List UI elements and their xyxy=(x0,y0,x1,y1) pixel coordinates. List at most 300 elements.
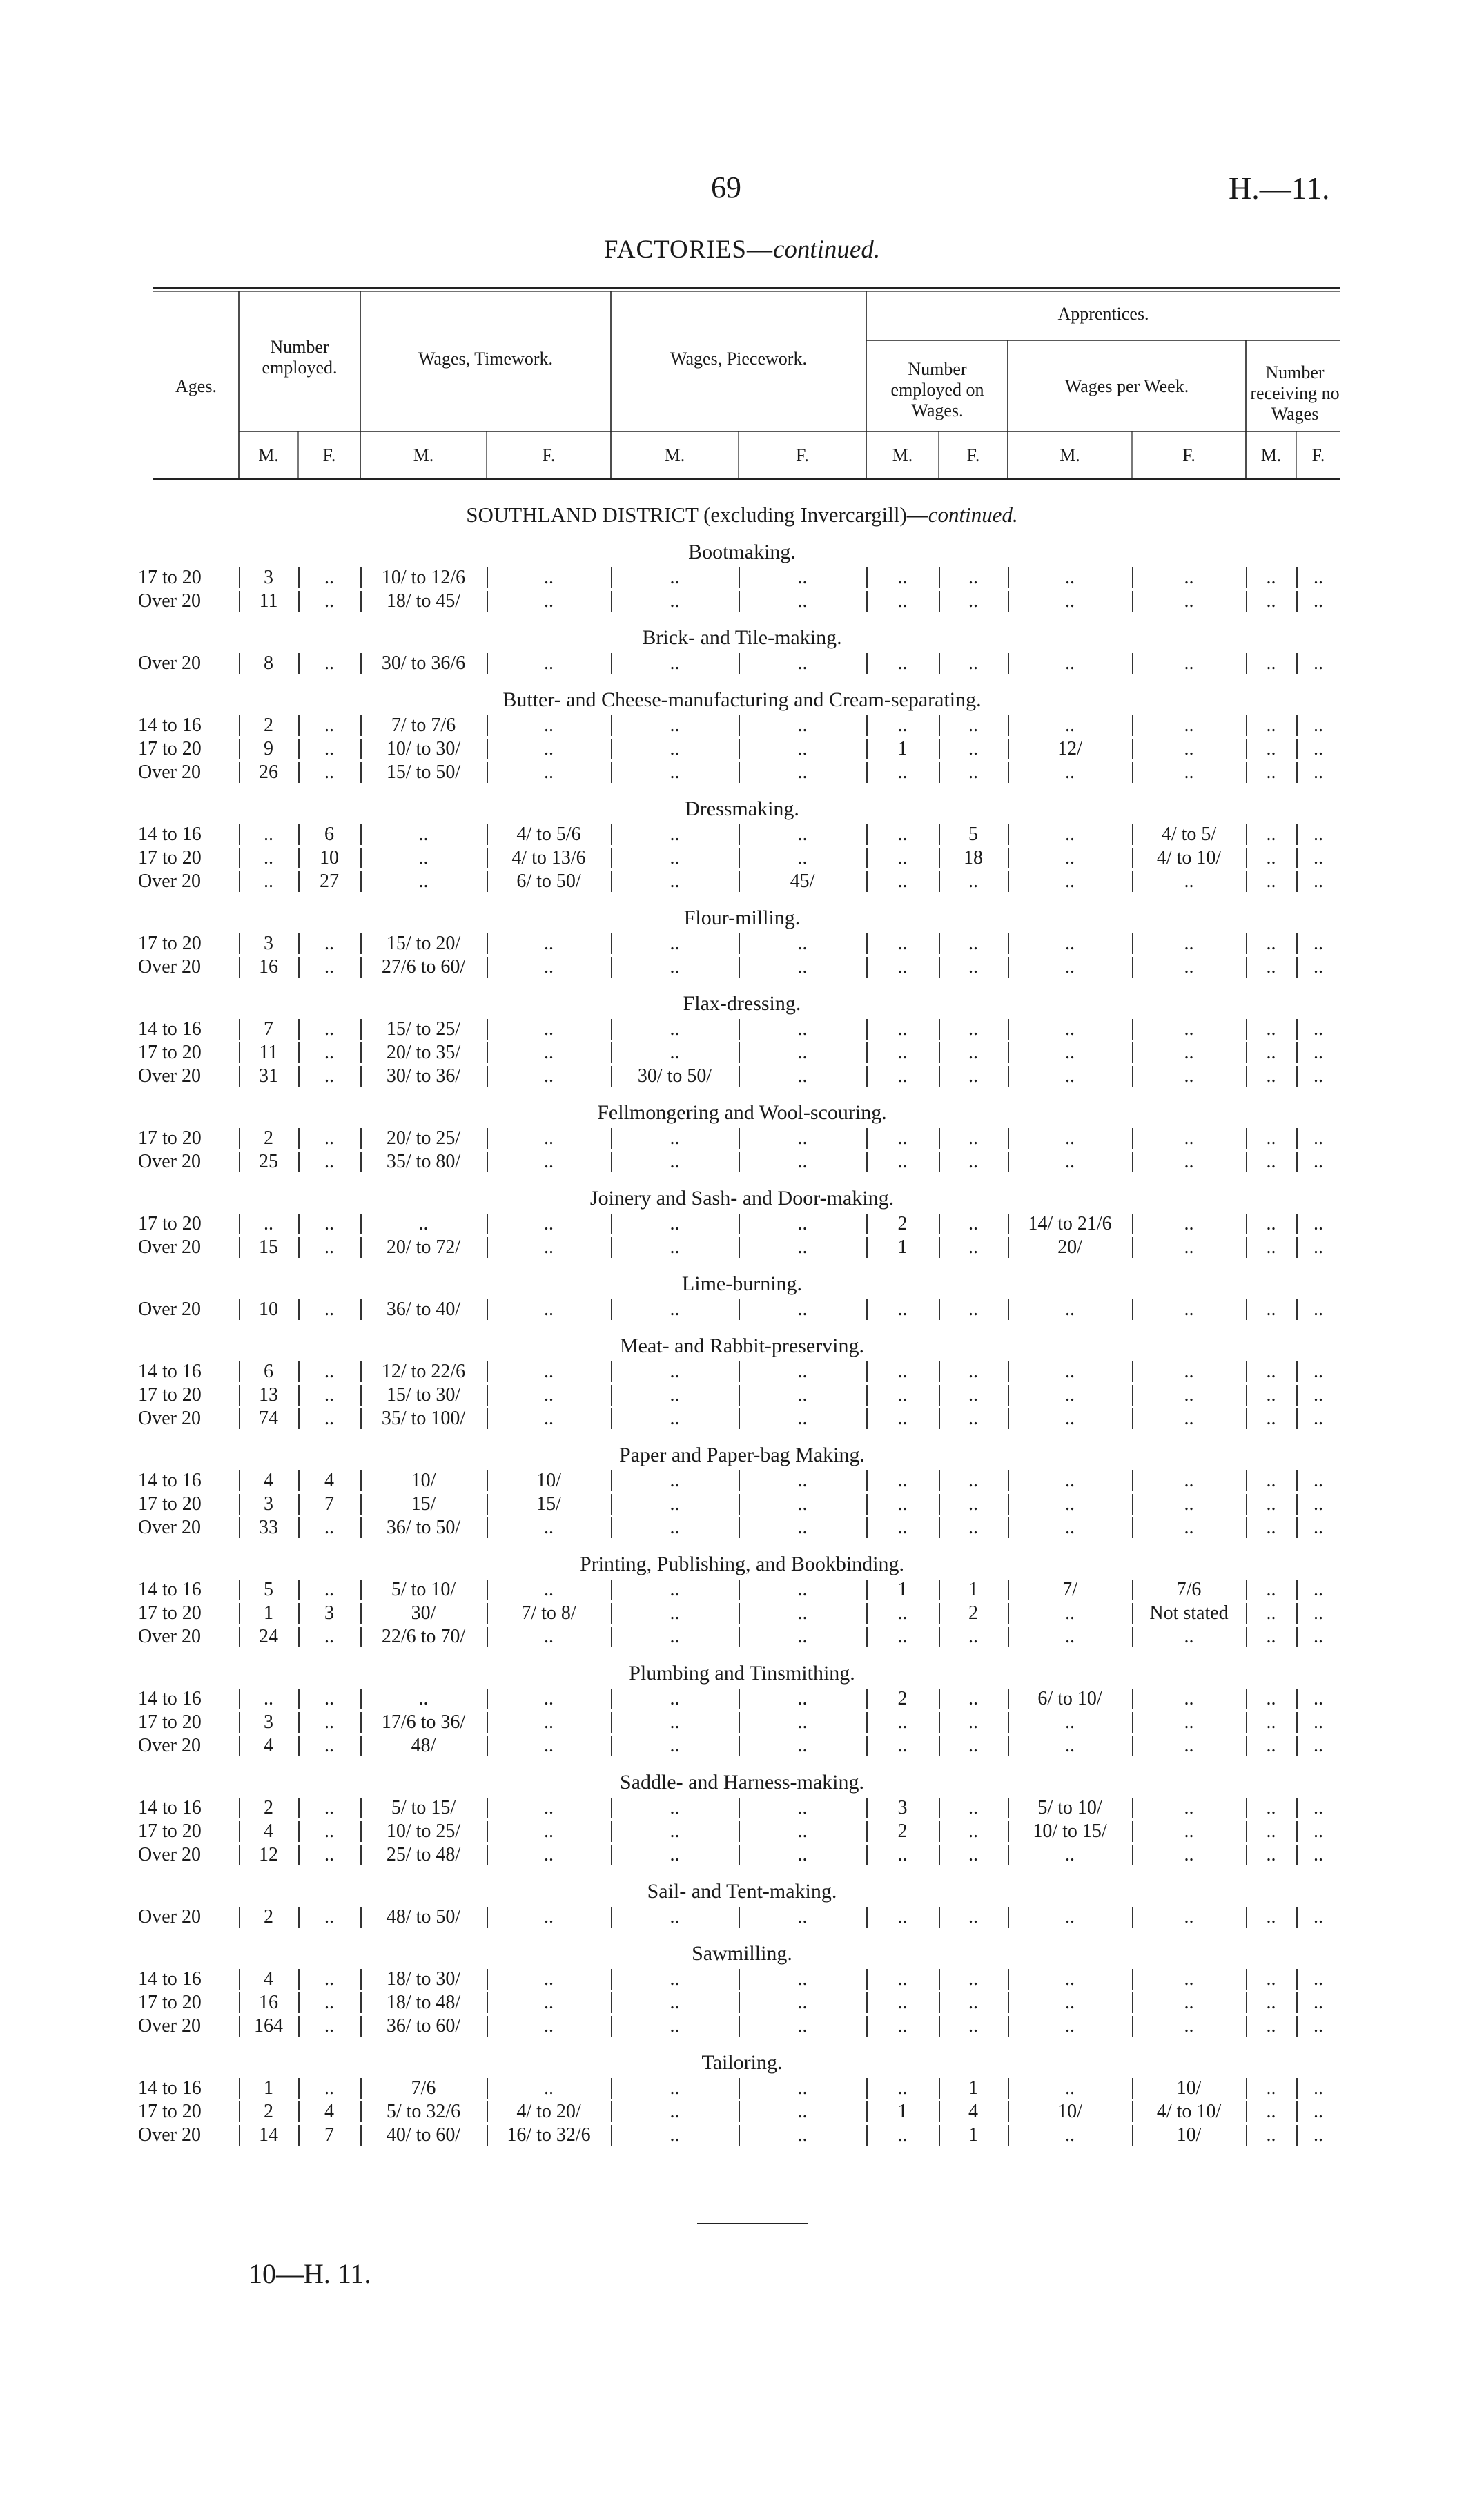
column-rule xyxy=(239,739,240,759)
table-row xyxy=(0,1711,1484,1734)
cell-emp-m: 24 xyxy=(259,1626,278,1647)
column-rule xyxy=(1008,2125,1009,2146)
column-rule xyxy=(1008,1019,1009,1040)
cell-app-wage-m: .. xyxy=(1065,1517,1075,1538)
cell-app-nowage-f: .. xyxy=(1314,1906,1323,1928)
cell-app-wage-f: .. xyxy=(1184,1517,1194,1538)
column-rule xyxy=(487,2125,488,2146)
column-rule xyxy=(1296,715,1298,736)
cell-app-emp-m: .. xyxy=(897,1735,908,1756)
column-rule xyxy=(487,2016,488,2037)
cell-app-wage-m: .. xyxy=(1065,1906,1075,1928)
cell-app-wage-m: .. xyxy=(1065,715,1075,736)
category-block xyxy=(0,904,1484,990)
cell-age: 17 to 20 xyxy=(138,1821,202,1842)
column-rule xyxy=(1132,1969,1133,1990)
header-app-nowage-f: F. xyxy=(1311,445,1325,465)
cell-emp-m: 4 xyxy=(264,1968,273,1990)
cell-piece-m: .. xyxy=(670,1470,680,1491)
cell-piece-m: .. xyxy=(670,1151,680,1172)
column-rule xyxy=(298,2078,300,2099)
cell-app-nowage-m: .. xyxy=(1266,1236,1276,1258)
cell-emp-f: .. xyxy=(324,1018,334,1040)
column-rule xyxy=(360,824,362,845)
cell-piece-f: .. xyxy=(797,2124,808,2146)
category-gap xyxy=(0,1540,1484,1551)
category-block xyxy=(0,1551,1484,1660)
cell-app-wage-f: .. xyxy=(1184,2015,1194,2037)
cell-app-wage-f: .. xyxy=(1184,1470,1194,1491)
column-rule xyxy=(611,1385,612,1406)
column-rule xyxy=(1132,1736,1133,1756)
cell-app-wage-f: .. xyxy=(1184,871,1194,892)
category-block xyxy=(0,1270,1484,1332)
cell-app-wage-m: 12/ xyxy=(1057,738,1082,759)
cell-app-nowage-f: .. xyxy=(1314,2124,1323,2146)
cell-piece-m: .. xyxy=(670,567,680,588)
column-rule xyxy=(611,2016,612,2037)
cell-piece-m: .. xyxy=(670,2101,680,2122)
cell-time-m: 27/6 to 60/ xyxy=(381,956,466,978)
column-rule xyxy=(866,1712,868,1733)
cell-app-wage-f: 4/ to 5/ xyxy=(1161,824,1217,845)
column-rule xyxy=(739,1736,740,1756)
cell-age: Over 20 xyxy=(138,1626,201,1647)
cell-age: Over 20 xyxy=(138,1735,201,1756)
column-rule xyxy=(298,762,300,783)
cell-app-emp-f: .. xyxy=(968,1408,978,1429)
cell-app-nowage-m: .. xyxy=(1266,847,1276,868)
column-rule xyxy=(487,824,488,845)
column-rule xyxy=(739,567,740,588)
cell-app-emp-f: .. xyxy=(968,1018,978,1040)
column-rule xyxy=(1246,1066,1247,1087)
cell-time-f: .. xyxy=(544,1151,554,1172)
column-rule xyxy=(1008,1470,1009,1491)
cell-time-f: .. xyxy=(544,1992,554,2013)
cell-time-f: 16/ to 32/6 xyxy=(507,2124,591,2146)
cell-time-f: 15/ xyxy=(536,1493,561,1515)
column-rule xyxy=(739,1689,740,1709)
column-rule xyxy=(739,1237,740,1258)
cell-age: Over 20 xyxy=(138,1299,201,1320)
category-block xyxy=(0,1099,1484,1185)
column-rule xyxy=(1246,1470,1247,1491)
cell-time-m: 15/ to 20/ xyxy=(386,933,461,954)
cell-emp-f: .. xyxy=(324,761,334,783)
cell-app-wage-f: .. xyxy=(1184,1384,1194,1406)
cell-time-m: 35/ to 100/ xyxy=(381,1408,466,1429)
column-rule xyxy=(239,1385,240,1406)
cell-time-f: .. xyxy=(544,1797,554,1818)
column-rule xyxy=(866,2078,868,2099)
cell-app-wage-m: .. xyxy=(1065,1299,1075,1320)
cell-emp-f: 6 xyxy=(324,824,334,845)
column-rule xyxy=(939,1736,940,1756)
column-rule xyxy=(1296,1299,1298,1320)
column-rule xyxy=(866,1689,868,1709)
cell-app-wage-m: .. xyxy=(1065,1968,1075,1990)
column-rule xyxy=(487,1821,488,1842)
cell-piece-f: .. xyxy=(797,847,808,868)
cell-emp-m: 16 xyxy=(259,956,278,978)
cell-app-nowage-f: .. xyxy=(1314,1361,1323,1382)
cell-app-wage-f: .. xyxy=(1184,1065,1194,1087)
column-rule xyxy=(487,762,488,783)
cell-time-f: .. xyxy=(544,1906,554,1928)
cell-app-emp-f: .. xyxy=(968,1384,978,1406)
column-rule xyxy=(739,824,740,845)
cell-app-wage-f: .. xyxy=(1184,1968,1194,1990)
cell-time-m: 5/ to 10/ xyxy=(391,1579,456,1600)
category-block xyxy=(0,2049,1484,2158)
column-rule xyxy=(1296,1992,1298,2013)
column-rule xyxy=(939,762,940,783)
cell-emp-m: 3 xyxy=(264,933,273,954)
table-row xyxy=(0,1384,1484,1407)
category-title: Tailoring. xyxy=(701,2051,783,2074)
column-rule xyxy=(611,1969,612,1990)
cell-piece-m: .. xyxy=(670,1968,680,1990)
column-rule xyxy=(487,1969,488,1990)
cell-emp-m: 13 xyxy=(259,1384,278,1406)
cell-app-nowage-f: .. xyxy=(1314,847,1323,868)
column-rule xyxy=(298,653,300,674)
column-rule xyxy=(360,933,362,954)
column-rule xyxy=(1296,1019,1298,1040)
category-block xyxy=(0,990,1484,1099)
column-rule xyxy=(239,1042,240,1063)
column-rule xyxy=(239,567,240,588)
cell-app-nowage-f: .. xyxy=(1314,1821,1323,1842)
column-rule xyxy=(360,1580,362,1600)
column-rule xyxy=(939,1712,940,1733)
cell-app-wage-f: .. xyxy=(1184,567,1194,588)
column-rule xyxy=(1008,1237,1009,1258)
cell-age: 14 to 16 xyxy=(138,715,202,736)
cell-emp-f: .. xyxy=(324,1992,334,2013)
cell-app-emp-m: .. xyxy=(897,933,908,954)
column-rule xyxy=(1008,1992,1009,2013)
cell-piece-f: .. xyxy=(797,1018,808,1040)
column-rule xyxy=(239,2016,240,2037)
column-rule xyxy=(239,2078,240,2099)
column-rule xyxy=(1008,2016,1009,2037)
column-rule xyxy=(1296,1066,1298,1087)
column-rule xyxy=(360,2125,362,2146)
column-rule xyxy=(866,2125,868,2146)
column-rule xyxy=(866,824,868,845)
column-rule xyxy=(239,715,240,736)
cell-time-m: 22/6 to 70/ xyxy=(381,1626,466,1647)
cell-app-nowage-m: .. xyxy=(1266,1688,1276,1709)
cell-app-emp-m: .. xyxy=(897,847,908,868)
cell-app-nowage-m: .. xyxy=(1266,956,1276,978)
column-rule xyxy=(939,1237,940,1258)
cell-time-m: .. xyxy=(418,1688,429,1709)
column-rule xyxy=(360,1992,362,2013)
cell-piece-f: .. xyxy=(797,1384,808,1406)
column-rule xyxy=(298,1821,300,1842)
cell-age: 17 to 20 xyxy=(138,1127,202,1149)
cell-app-emp-m: .. xyxy=(897,1361,908,1382)
column-rule xyxy=(866,1627,868,1647)
cell-age: Over 20 xyxy=(138,1151,201,1172)
column-rule xyxy=(360,591,362,612)
column-rule xyxy=(239,1798,240,1818)
cell-time-m: 20/ to 25/ xyxy=(386,1127,461,1149)
cell-app-wage-m: 7/ xyxy=(1062,1579,1077,1600)
column-rule xyxy=(239,1845,240,1865)
table-row xyxy=(0,1065,1484,1088)
column-rule xyxy=(739,715,740,736)
cell-emp-m: 2 xyxy=(264,1906,273,1928)
column-rule xyxy=(298,1152,300,1172)
column-rule xyxy=(739,1580,740,1600)
column-rule xyxy=(739,1821,740,1842)
cell-piece-f: .. xyxy=(797,1711,808,1733)
column-rule xyxy=(1132,1408,1133,1429)
column-rule xyxy=(939,2078,940,2099)
column-rule xyxy=(866,1603,868,1624)
cell-app-nowage-f: .. xyxy=(1314,567,1323,588)
table-row xyxy=(0,955,1484,979)
column-rule xyxy=(939,591,940,612)
column-rule xyxy=(939,1128,940,1149)
column-rule xyxy=(1246,1712,1247,1733)
category-title: Flour-milling. xyxy=(683,906,801,929)
cell-app-emp-m: .. xyxy=(897,871,908,892)
column-rule xyxy=(487,1214,488,1234)
cell-app-emp-f: .. xyxy=(968,1797,978,1818)
cell-app-wage-f: .. xyxy=(1184,738,1194,759)
column-rule xyxy=(1246,871,1247,892)
cell-app-nowage-m: .. xyxy=(1266,1579,1276,1600)
cell-time-m: 18/ to 30/ xyxy=(386,1968,461,1990)
column-rule xyxy=(239,1969,240,1990)
column-rule xyxy=(739,933,740,954)
cell-time-f: .. xyxy=(544,1213,554,1234)
header-wages-piecework: Wages, Piecework. xyxy=(670,349,807,369)
column-rule xyxy=(487,1845,488,1865)
column-rule xyxy=(1132,957,1133,978)
column-rule xyxy=(1132,824,1133,845)
column-rule xyxy=(1008,1066,1009,1087)
column-rule xyxy=(939,739,940,759)
cell-piece-m: .. xyxy=(670,824,680,845)
cell-app-nowage-f: .. xyxy=(1314,1626,1323,1647)
column-rule xyxy=(1246,2101,1247,2122)
column-rule xyxy=(1246,1214,1247,1234)
cell-app-nowage-m: .. xyxy=(1266,1408,1276,1429)
column-rule xyxy=(739,1907,740,1928)
cell-emp-m: 15 xyxy=(259,1236,278,1258)
column-rule xyxy=(866,1237,868,1258)
column-rule xyxy=(611,1408,612,1429)
column-rule xyxy=(1296,2101,1298,2122)
cell-emp-f: .. xyxy=(324,2015,334,2037)
cell-app-emp-f: .. xyxy=(968,1968,978,1990)
cell-emp-f: .. xyxy=(324,738,334,759)
cell-time-m: .. xyxy=(418,871,429,892)
column-rule xyxy=(487,1042,488,1063)
category-gap xyxy=(0,1758,1484,1769)
column-rule xyxy=(298,1969,300,1990)
category-block xyxy=(0,1441,1484,1551)
column-rule xyxy=(487,2078,488,2099)
cell-app-emp-m: .. xyxy=(897,1408,908,1429)
category-gap xyxy=(0,2147,1484,2158)
column-rule xyxy=(1246,2016,1247,2037)
cell-emp-m: 7 xyxy=(264,1018,273,1040)
cell-app-wage-f: 4/ to 10/ xyxy=(1156,2101,1222,2122)
cell-app-emp-m: .. xyxy=(897,824,908,845)
column-rule xyxy=(1132,1066,1133,1087)
cell-app-nowage-m: .. xyxy=(1266,1042,1276,1063)
cell-app-nowage-m: .. xyxy=(1266,1821,1276,1842)
cell-app-nowage-f: .. xyxy=(1314,1844,1323,1865)
cell-app-emp-f: .. xyxy=(968,1517,978,1538)
column-rule xyxy=(1008,1494,1009,1515)
column-rule xyxy=(1296,957,1298,978)
column-rule xyxy=(1246,1408,1247,1429)
footer-signature: 10—H. 11. xyxy=(248,2258,371,2289)
category-block xyxy=(0,1878,1484,1940)
cell-piece-m: .. xyxy=(670,590,680,612)
column-rule xyxy=(611,1689,612,1709)
column-rule xyxy=(1296,848,1298,868)
column-rule xyxy=(1132,1152,1133,1172)
cell-app-wage-f: .. xyxy=(1184,1626,1194,1647)
column-rule xyxy=(939,1019,940,1040)
column-rule xyxy=(611,1798,612,1818)
cell-app-wage-f: .. xyxy=(1184,1992,1194,2013)
cell-piece-m: .. xyxy=(670,1042,680,1063)
cell-time-m: 15/ to 50/ xyxy=(386,761,461,783)
cell-app-emp-f: .. xyxy=(968,1493,978,1515)
category-title: Sawmilling. xyxy=(692,1942,792,1965)
column-rule xyxy=(739,1517,740,1538)
cell-emp-f: .. xyxy=(324,1735,334,1756)
cell-emp-m: 1 xyxy=(264,1602,273,1624)
cell-emp-f: .. xyxy=(324,1517,334,1538)
cell-app-nowage-f: .. xyxy=(1314,1797,1323,1818)
cell-app-wage-m: .. xyxy=(1065,590,1075,612)
cell-time-f: .. xyxy=(544,1579,554,1600)
column-rule xyxy=(1132,591,1133,612)
cell-emp-f: 4 xyxy=(324,2101,334,2122)
cell-emp-f: .. xyxy=(324,715,334,736)
cell-app-wage-m: .. xyxy=(1065,2077,1075,2099)
cell-app-emp-m: 3 xyxy=(897,1797,908,1818)
cell-app-emp-m: .. xyxy=(897,1018,908,1040)
column-rule xyxy=(611,1066,612,1087)
column-rule xyxy=(939,2125,940,2146)
column-rule xyxy=(866,848,868,868)
cell-age: 17 to 20 xyxy=(138,567,202,588)
column-rule xyxy=(1296,1798,1298,1818)
header-time-f: F. xyxy=(542,445,556,465)
column-rule xyxy=(939,848,940,868)
column-rule xyxy=(1296,762,1298,783)
cell-time-f: .. xyxy=(544,933,554,954)
column-rule xyxy=(1008,2078,1009,2099)
cell-time-f: .. xyxy=(544,1517,554,1538)
column-rule xyxy=(239,653,240,674)
header-piece-m: M. xyxy=(664,445,685,465)
column-rule xyxy=(239,824,240,845)
column-rule xyxy=(298,1237,300,1258)
cell-emp-f: .. xyxy=(324,1065,334,1087)
cell-piece-f: .. xyxy=(797,1844,808,1865)
column-rule xyxy=(739,2078,740,2099)
column-rule xyxy=(487,1152,488,1172)
table-row xyxy=(0,1127,1484,1150)
cell-time-f: .. xyxy=(544,1042,554,1063)
column-rule xyxy=(611,1214,612,1234)
cell-age: 17 to 20 xyxy=(138,1992,202,2013)
cell-time-f: .. xyxy=(544,1127,554,1149)
cell-piece-f: .. xyxy=(797,1992,808,2013)
column-rule xyxy=(298,1408,300,1429)
cell-app-wage-f: .. xyxy=(1184,1213,1194,1234)
cell-emp-m: .. xyxy=(264,847,273,868)
cell-app-nowage-f: .. xyxy=(1314,1711,1323,1733)
cell-piece-f: .. xyxy=(797,1493,808,1515)
column-rule xyxy=(866,1152,868,1172)
column-rule xyxy=(239,1517,240,1538)
category-gap xyxy=(0,1649,1484,1660)
cell-emp-f: 4 xyxy=(324,1470,334,1491)
header-app-wage-f: F. xyxy=(1182,445,1195,465)
column-rule xyxy=(487,1385,488,1406)
cell-time-m: 40/ to 60/ xyxy=(386,2124,461,2146)
category-gap xyxy=(0,1174,1484,1185)
column-rule xyxy=(298,1494,300,1515)
column-rule xyxy=(298,1470,300,1491)
cell-emp-m: 3 xyxy=(264,1711,273,1733)
column-rule xyxy=(298,1042,300,1063)
table-row xyxy=(0,566,1484,590)
table-row xyxy=(0,846,1484,870)
cell-app-emp-f: .. xyxy=(968,652,978,674)
cell-app-wage-f: .. xyxy=(1184,1493,1194,1515)
column-rule xyxy=(239,2125,240,2146)
cell-app-nowage-m: .. xyxy=(1266,1626,1276,1647)
category-title: Joinery and Sash- and Door-making. xyxy=(589,1187,895,1210)
cell-time-m: .. xyxy=(418,847,429,868)
column-rule xyxy=(298,1992,300,2013)
cell-app-wage-f: 4/ to 10/ xyxy=(1156,847,1222,868)
column-rule xyxy=(739,1494,740,1515)
cell-app-emp-m: .. xyxy=(897,1493,908,1515)
cell-emp-m: 3 xyxy=(264,567,273,588)
column-rule xyxy=(866,1517,868,1538)
column-rule xyxy=(866,1845,868,1865)
column-rule xyxy=(866,762,868,783)
heading-suffix: continued. xyxy=(772,235,881,264)
column-rule xyxy=(1132,762,1133,783)
cell-app-wage-f: .. xyxy=(1184,1408,1194,1429)
column-rule xyxy=(1008,1969,1009,1990)
column-rule xyxy=(1008,1299,1009,1320)
column-rule xyxy=(239,1237,240,1258)
column-rule xyxy=(739,739,740,759)
cell-time-m: 18/ to 45/ xyxy=(386,590,461,612)
cell-emp-m: 16 xyxy=(259,1992,278,2013)
cell-piece-m: .. xyxy=(670,1299,680,1320)
cell-app-nowage-m: .. xyxy=(1266,871,1276,892)
